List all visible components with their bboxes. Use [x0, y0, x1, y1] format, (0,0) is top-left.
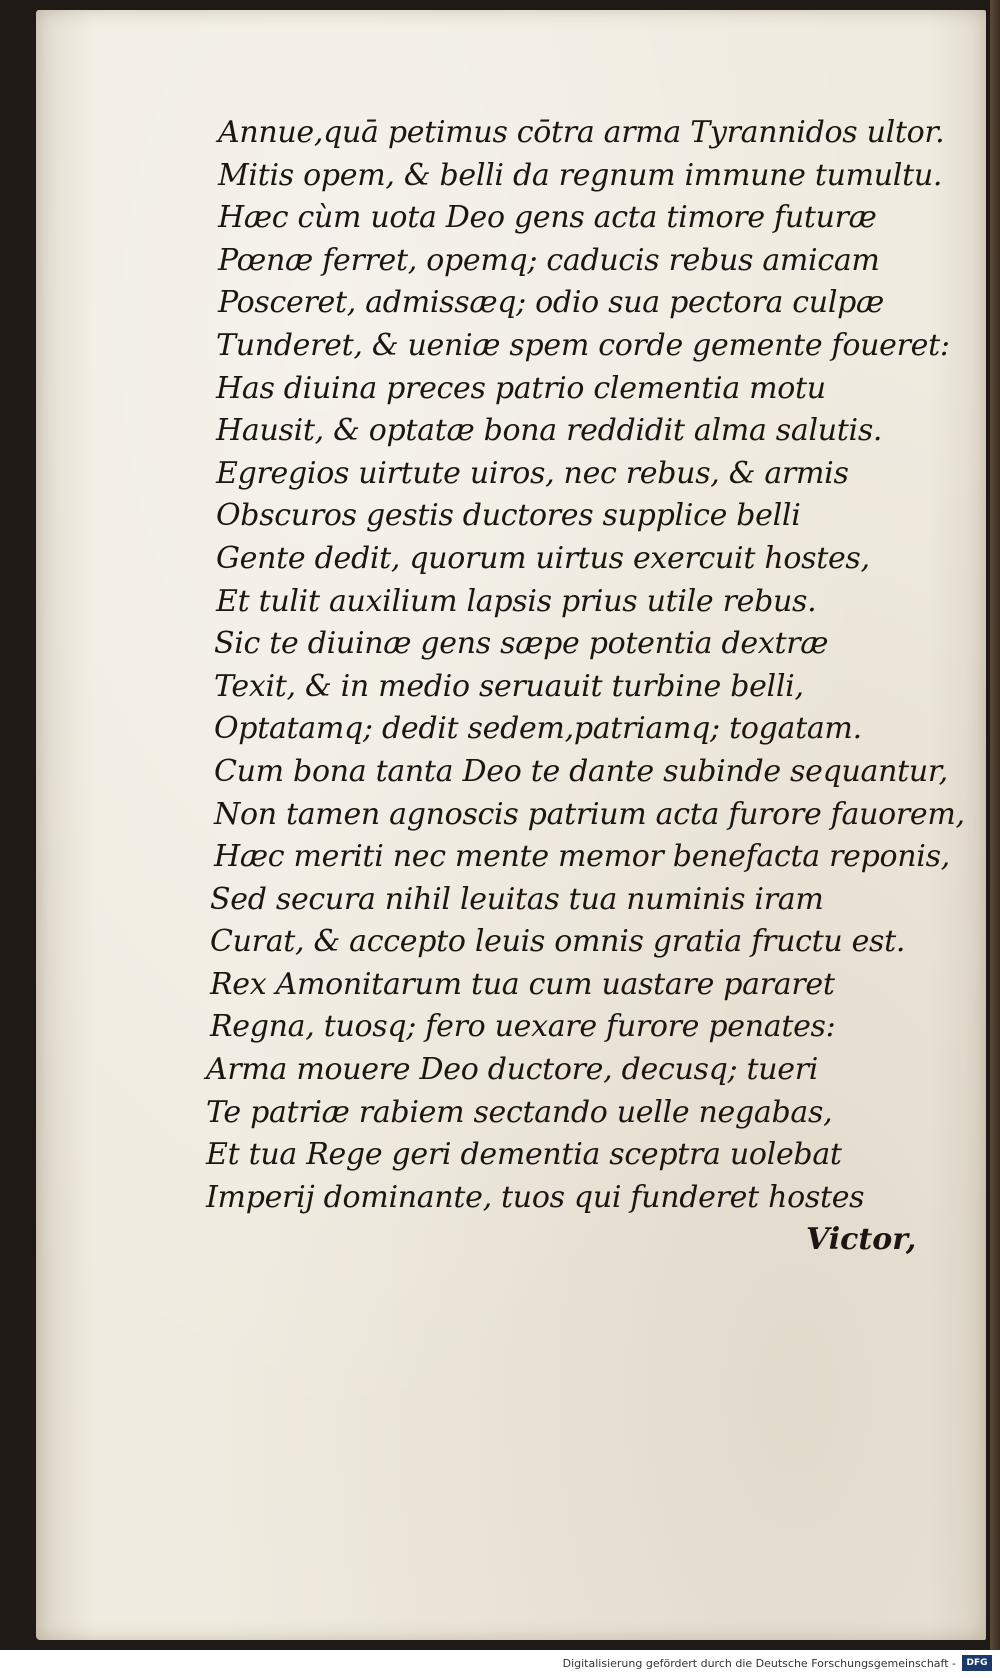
verse-line: Has diuina preces patrio clementia motu: [216, 370, 826, 406]
digitization-footer: [0, 1650, 1000, 1678]
verse-line: Hæc meriti nec mente memor benefacta reponis,: [214, 839, 950, 875]
verse-line: Obscuros gestis ductores supplice belli: [216, 498, 801, 534]
verse-line: Regna, tuosq; fero uexare furore penates:: [210, 1009, 836, 1045]
verse-line: Non tamen agnoscis patrium acta furore fauorem,: [214, 796, 965, 832]
verse-line: Posceret, admissæq; odio sua pectora culpæ: [218, 285, 884, 321]
verse-line: Imperij dominante, tuos qui funderet hostes: [206, 1179, 865, 1215]
verse-line: Et tua Rege geri dementia sceptra uolebat: [206, 1137, 842, 1173]
verse-line: Hausit, & optatæ bona reddidit alma salutis.: [216, 413, 883, 449]
verse-line: Arma mouere Deo ductore, decusq; tueri: [206, 1052, 819, 1088]
verse-line: Sic te diuinæ gens sæpe potentia dextræ: [214, 626, 829, 662]
verse-line: Mitis opem, & belli da regnum immune tumultu.: [218, 157, 943, 193]
verse-line: Annue,quā petimus cōtra arma Tyrannidos ultor.: [218, 115, 945, 150]
verse-line: Texit, & in medio seruauit turbine belli,: [214, 668, 804, 704]
dfg-logo-icon: DFG: [962, 1655, 992, 1671]
verse-line: Optatamq; dedit sedem,patriamq; togatam.: [214, 711, 862, 747]
verse-line: Rex Amonitarum tua cum uastare pararet: [210, 966, 835, 1002]
verse-line: Te patriæ rabiem sectando uelle negabas,: [206, 1094, 833, 1130]
verse-line: Gente dedit, quorum uirtus exercuit hostes,: [216, 540, 870, 576]
verse-line: Curat, & accepto leuis omnis gratia fructu est.: [210, 924, 906, 960]
verse-line: Et tulit auxilium lapsis prius utile rebus.: [216, 583, 817, 619]
verse-line: Pœnæ ferret, opemq; caducis rebus amicam: [218, 242, 880, 278]
catchword: Victor,: [806, 1222, 917, 1257]
verse-line: Cum bona tanta Deo te dante subinde sequantur,: [214, 753, 948, 789]
verse-line: Sed secura nihil leuitas tua numinis iram: [210, 881, 824, 917]
footer-credit: Digitalisierung gefördert durch die Deutsche Forschungsgemeinschaft -: [562, 1657, 956, 1670]
verse-line: Tunderet, & ueniæ spem corde gemente foueret:: [216, 327, 950, 363]
adjacent-page-edge: [990, 0, 1000, 1650]
verse-line: Hæc cùm uota Deo gens acta timore futuræ: [218, 200, 877, 236]
verse-text: [206, 112, 965, 1219]
verse-line: Egregios uirtute uiros, nec rebus, & armis: [216, 455, 849, 491]
